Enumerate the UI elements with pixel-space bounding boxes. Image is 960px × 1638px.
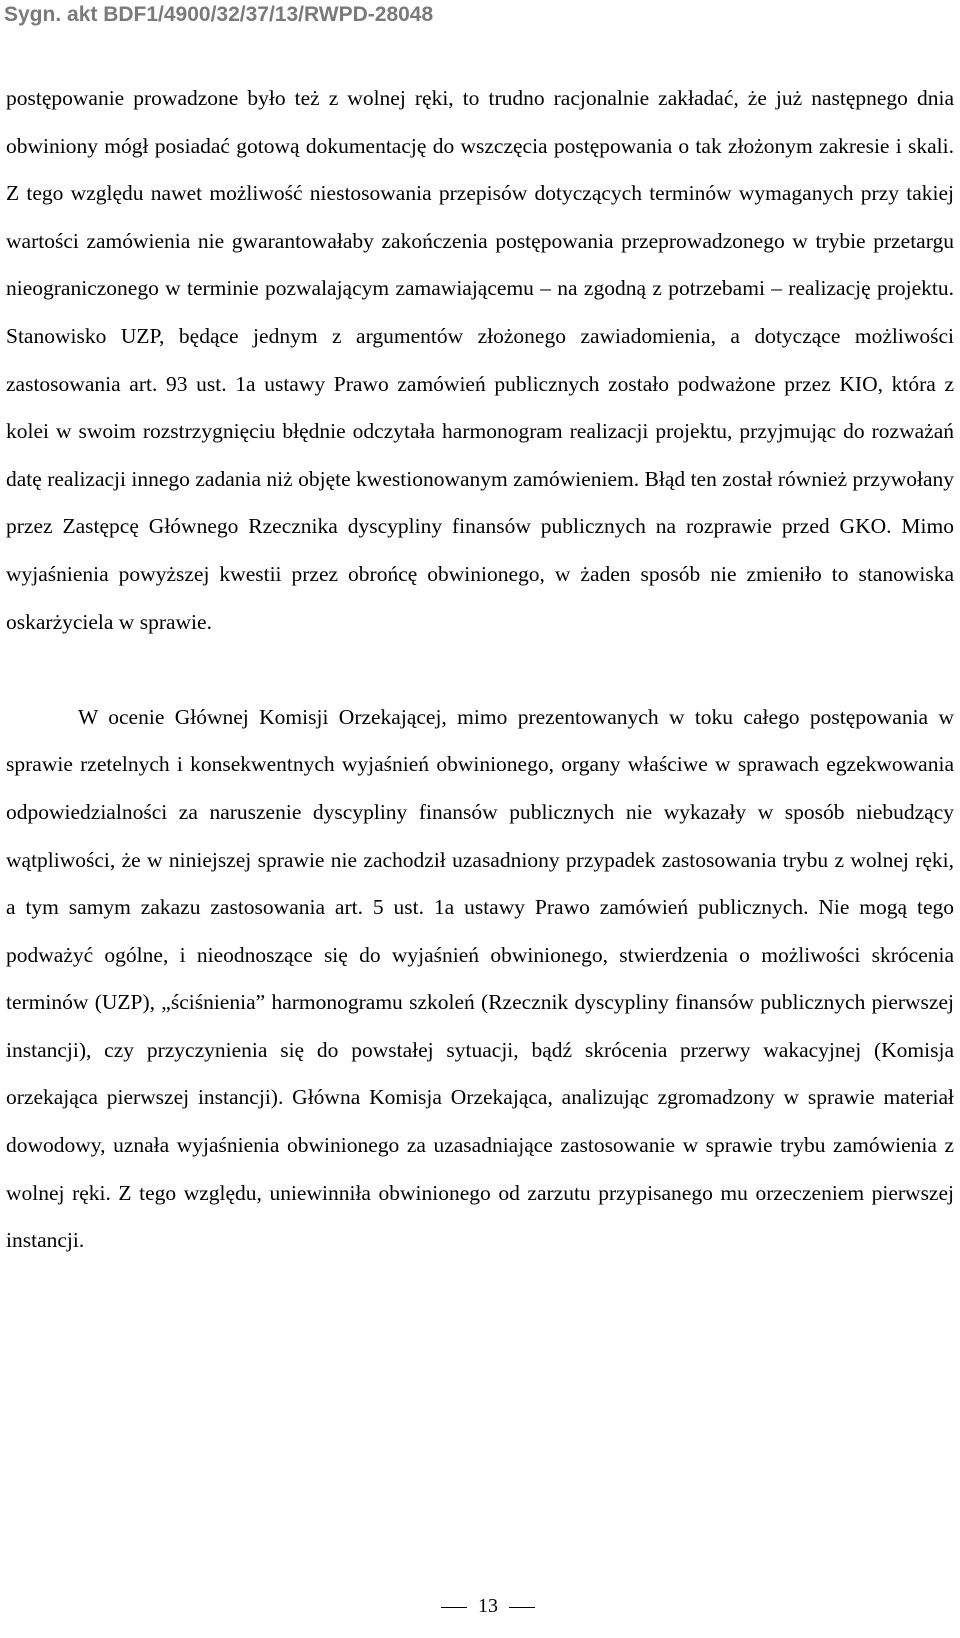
case-signature-header: Sygn. akt BDF1/4900/32/37/13/RWPD-28048: [4, 3, 434, 26]
paragraph-2: W ocenie Głównej Komisji Orzekającej, mimo prezentowanych w toku całego postępowania w sprawie rzetelnych i konsekwentnych wyjaśnień obwinionego, organy właściwe w sprawach egzekwowania odpowiedzialności za naruszenie dyscypliny finansów publicznych nie wykazały w sposób niebudzący wątpliwości, że w niniejszej sprawie nie zachodził uzasadniony przypadek zastosowania trybu z wolnej ręki, a tym samym zakazu zastosowania art. 5 ust. 1a ustawy Prawo zamówień publicznych. Nie mogą tego podważyć ogólne, i nieodnoszące się do wyjaśnień obwinionego, stwierdzenia o możliwości skrócenia terminów (UZP), „ściśnienia” harmonogramu szkoleń (Rzecznik dyscypliny finansów publicznych pierwszej instancji), czy przyczynienia się do powstałej sytuacji, bądź skrócenia przerwy wakacyjnej (Komisja orzekająca pierwszej instancji). Główna Komisja Orzekająca, analizując zgromadzony w sprawie materiał dowodowy, uznała wyjaśnienia obwinionego za uzasadniające zastosowanie w sprawie trybu zamówienia z wolnej ręki. Z tego względu, uniewinniła obwinionego od zarzutu przypisanego mu orzeczeniem pierwszej instancji.: [6, 704, 954, 1253]
document-body: [6, 75, 954, 1265]
paragraph-1: postępowanie prowadzone było też z wolnej ręki, to trudno racjonalnie zakładać, że już następnego dnia obwiniony mógł posiadać gotową dokumentację do wszczęcia postępowania o tak złożonym zakresie i skali. Z tego względu nawet możliwość niestosowania przepisów dotyczących terminów wymaganych przy takiej wartości zamówienia nie gwarantowałaby zakończenia postępowania przeprowadzonego w trybie przetargu nieograniczonego w terminie pozwalającym zamawiającemu – na zgodną z potrzebami – realizację projektu. Stanowisko UZP, będące jednym z argumentów złożonego zawiadomienia, a dotyczące możliwości zastosowania art. 93 ust. 1a ustawy Prawo zamówień publicznych zostało podważone przez KIO, która z kolei w swoim rozstrzygnięciu błędnie odczytała harmonogram realizacji projektu, przyjmując do rozważań datę realizacji innego zadania niż objęte kwestionowanym zamówieniem. Błąd ten został również przywołany przez Zastępcę Głównego Rzecznika dyscypliny finansów publicznych na rozprawie przed GKO. Mimo wyjaśnienia powyższej kwestii przez obrońcę obwinionego, w żaden sposób nie zmieniło to stanowiska oskarżyciela w sprawie.: [6, 86, 954, 634]
page-footer: [0, 1594, 960, 1618]
footer-dash-right: [509, 1607, 535, 1608]
footer-dash-left: [441, 1607, 467, 1608]
page-number: 13: [478, 1595, 498, 1617]
